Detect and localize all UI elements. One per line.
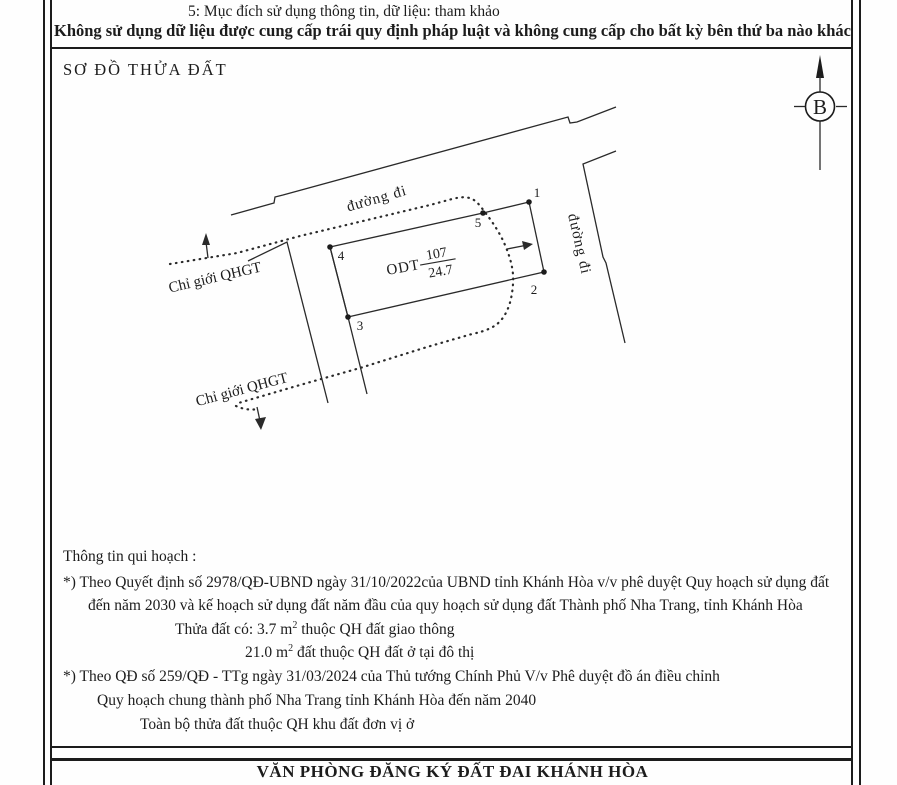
footer-office-name: VĂN PHÒNG ĐĂNG KÝ ĐẤT ĐAI KHÁNH HÒA [256,762,649,781]
planning-line-3-sup: 2 [292,620,298,631]
road-label-right: đường đi [564,212,594,277]
vertex-label-5: 5 [474,215,482,230]
vertex-label-1: 1 [533,185,541,200]
compass-letter: B [812,95,828,119]
planning-line-4 [245,643,474,662]
parcel-access-arrow-head-icon [522,241,533,250]
planning-line-4-sup: 2 [288,643,294,654]
parcel-number-label: 107 [424,245,449,264]
planning-line-3-tail: thuộc QH đất giao thông [297,621,455,639]
planning-boundary-dotted-line [170,197,513,404]
page-title: SƠ ĐỒ THỬA ĐẤT [63,60,228,79]
boundary-label-upper: Chỉ giới QHGT [167,259,263,297]
parcel-annotation [384,244,459,289]
vertex-dot-2 [541,269,547,275]
purpose-line: 5: Mục đích sử dụng thông tin, dữ liệu: tham khảo [188,3,500,20]
planning-line-4-tail: đất thuộc QH đất ở tại đô thị [293,644,475,662]
planning-line-4-text: 21.0 m [245,644,289,662]
planning-boundary-dotted-tail [236,406,258,410]
road-label-top: đường đi [344,182,409,216]
boundary-label-lower: Chỉ giới QHGT [194,370,290,411]
vertex-label-2: 2 [530,282,538,297]
vertex-dot-4 [327,244,333,250]
parcel-access-arrow-shaft [507,246,525,250]
north-arrow-icon [816,55,824,78]
planning-line-1: *) Theo Quyết định số 2978/QĐ-UBND ngày 31/10/2022của UBND tỉnh Khánh Hòa v/v phê duyệt Quy hoạch sử dụng đất [63,574,830,591]
planning-heading: Thông tin qui hoạch : [63,548,197,565]
warning-line: Không sử dụng dữ liệu được cung cấp trái quy định pháp luật và không cung cấp cho bất kỳ bên thứ ba nào khác [54,21,851,40]
planning-line-7: Toàn bộ thửa đất thuộc QH khu đất đơn vị ở [140,716,415,733]
boundary-arrow-up-head-icon [202,233,210,245]
planning-line-6: Quy hoạch chung thành phố Nha Trang tỉnh Khánh Hòa đến năm 2040 [97,692,537,709]
planning-line-3-text: Thửa đất có: 3.7 m [175,621,293,639]
vertex-dot-1 [526,199,532,205]
road-right-edge-line [583,151,625,343]
vertex-label-3: 3 [356,318,364,333]
parcel-area-label: 24.7 [427,262,455,282]
planning-line-3 [175,620,454,639]
land-use-code-label: ODT [385,257,422,279]
vertex-label-4: 4 [337,248,345,263]
planning-line-2: đến năm 2030 và kế hoạch sử dụng đất năm đầu của quy hoạch sử dụng đất Thành phố Nha Trang, tỉnh Khánh Hòa [88,597,803,614]
boundary-arrow-down-head-icon [255,417,266,430]
north-compass [794,55,847,170]
planning-line-5: *) Theo QĐ số 259/QĐ - TTg ngày 31/03/2024 của Thủ tướng Chính Phủ V/v Phê duyệt đồ án điều chỉnh [63,668,720,685]
vertex-dot-3 [345,314,351,320]
road-top-edge-line [231,107,616,215]
